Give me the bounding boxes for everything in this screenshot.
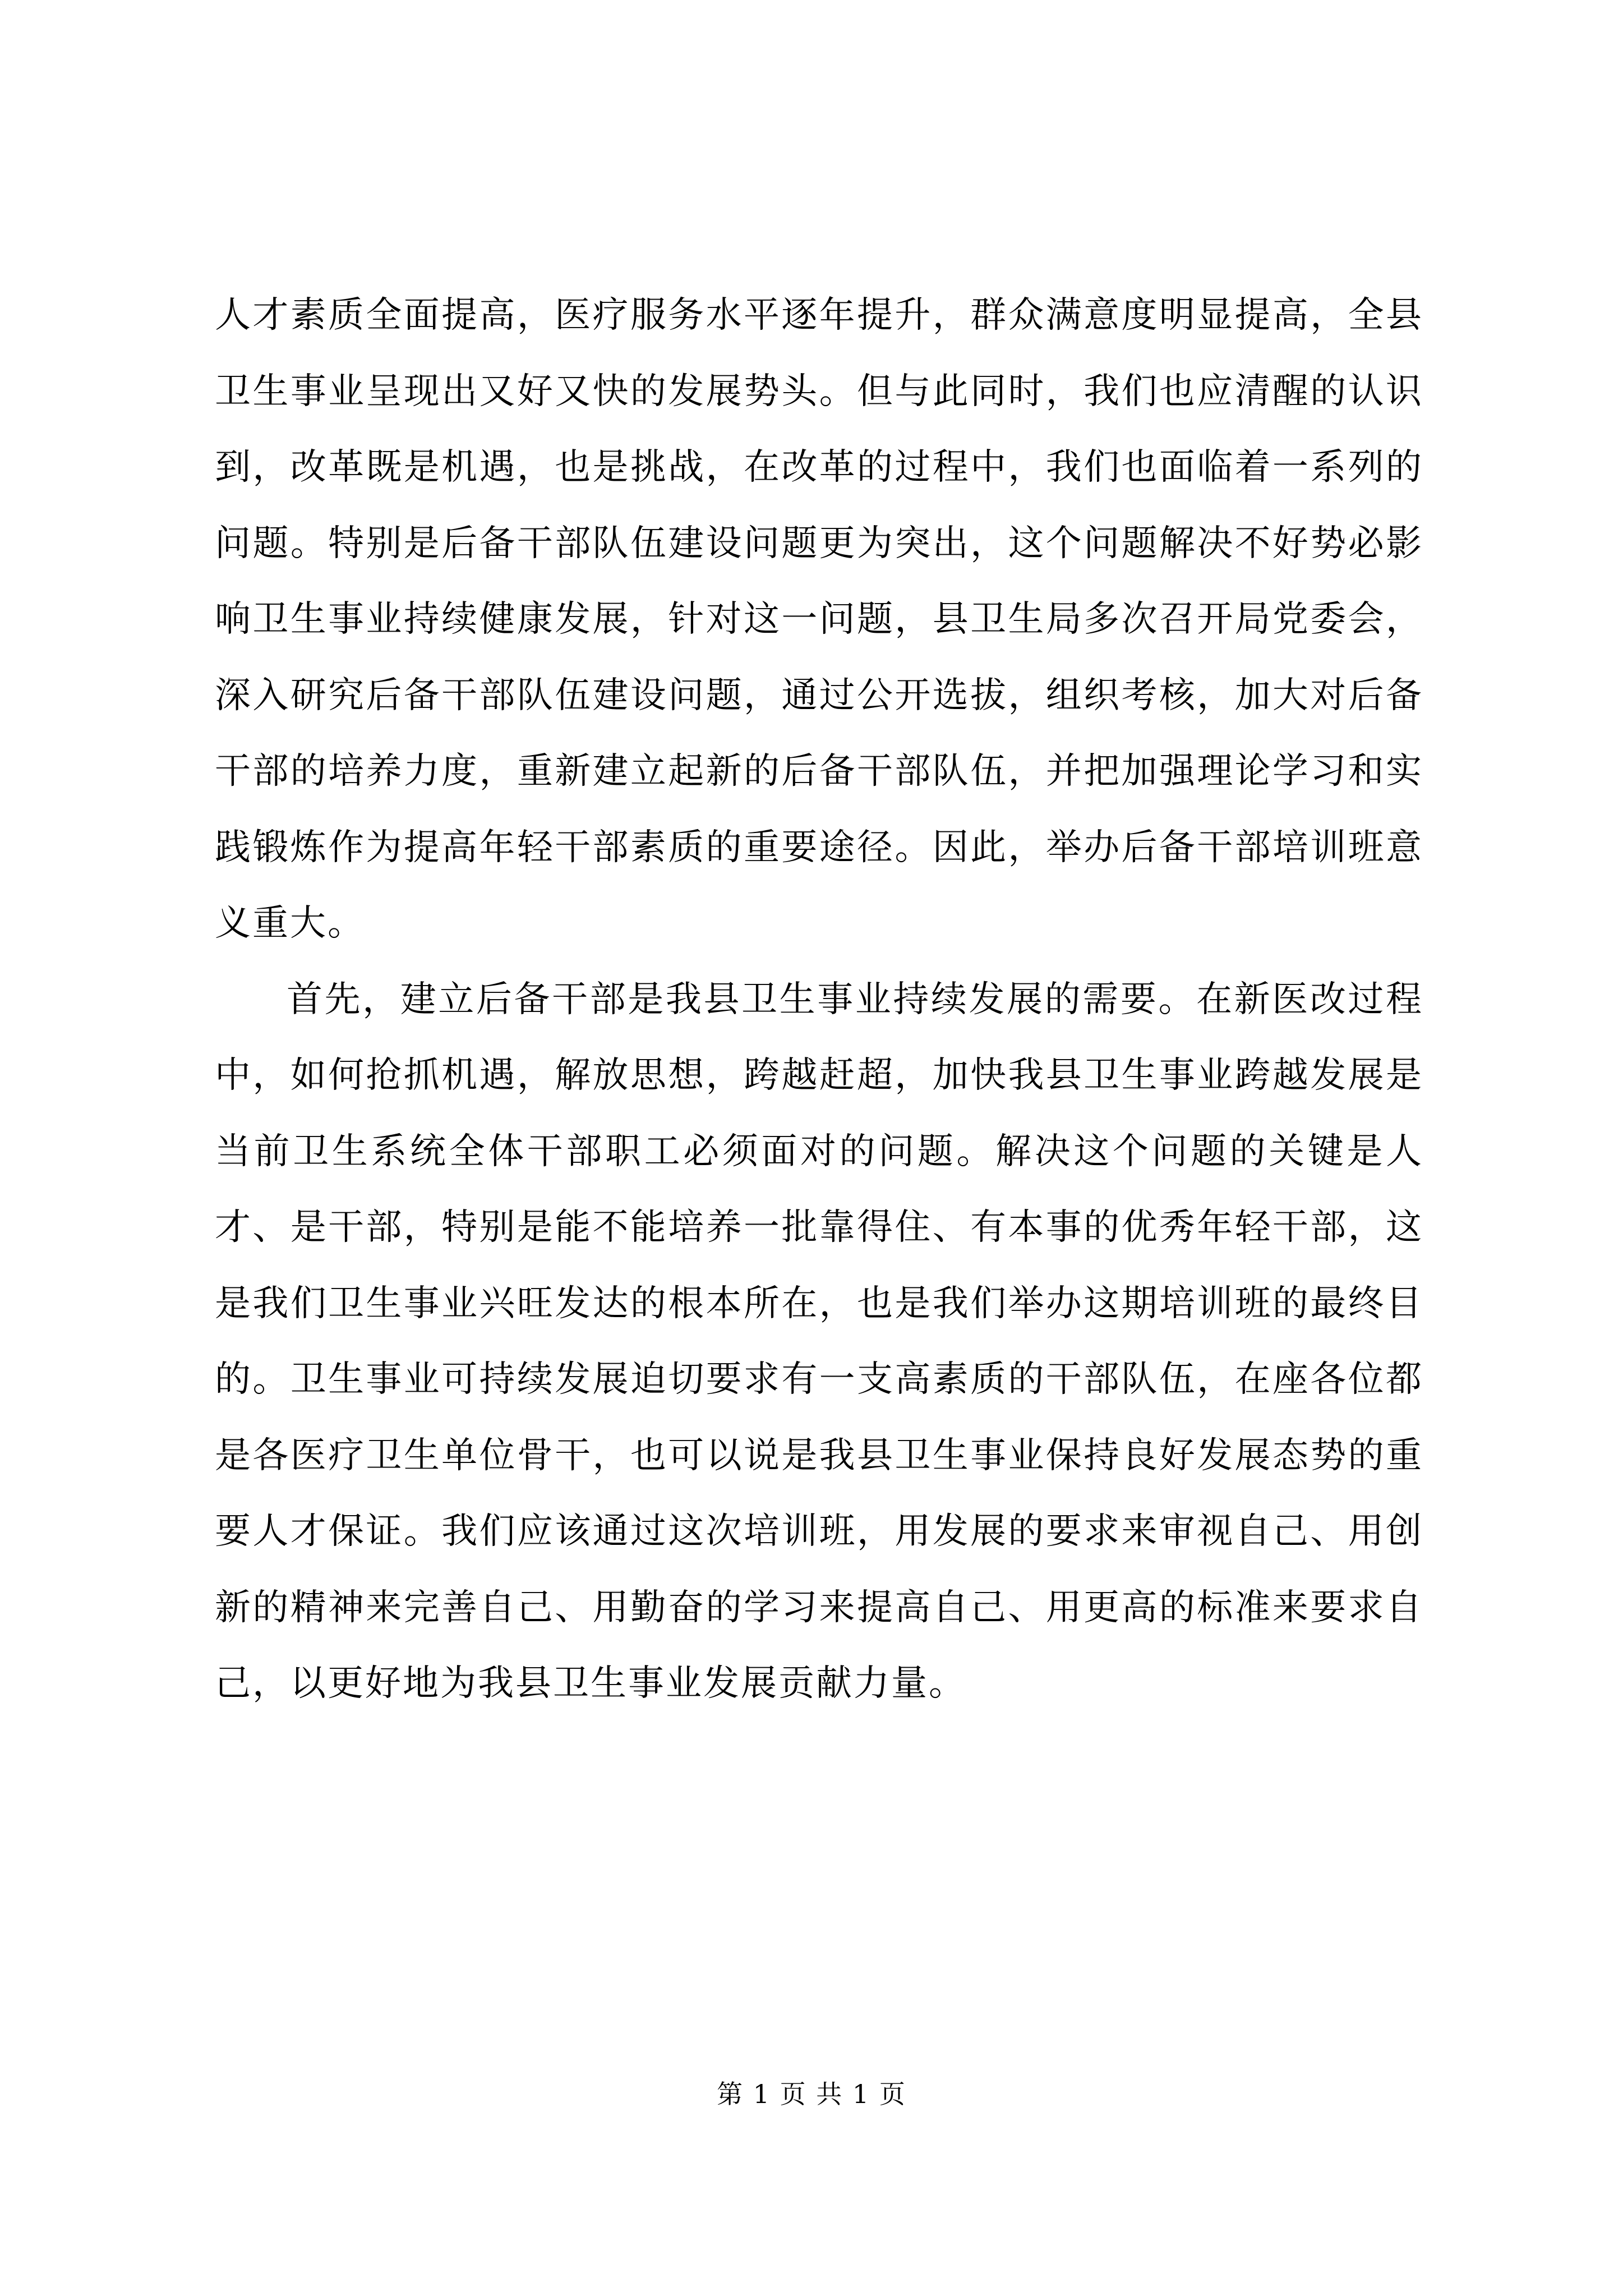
- document-body: [215, 278, 1423, 1722]
- paragraph-1: 人才素质全面提高，医疗服务水平逐年提升，群众满意度明显提高，全县卫生事业呈现出又好又快的发展势头。但与此同时，我们也应清醒的认识到，改革既是机遇，也是挑战，在改革的过程中，我们也面临着一系列的问题。特别是后备干部队伍建设问题更为突出，这个问题解决不好势必影响卫生事业持续健康发展，针对这一问题，县卫生局多次召开局党委会，深入研究后备干部队伍建设问题，通过公开选拔，组织考核，加大对后备干部的培养力度，重新建立起新的后备干部队伍，并把加强理论学习和实践锻炼作为提高年轻干部素质的重要途径。因此，举办后备干部培训班意义重大。: [215, 295, 1423, 944]
- paragraph-2: 首先，建立后备干部是我县卫生事业持续发展的需要。在新医改过程中，如何抢抓机遇，解放思想，跨越赶超，加快我县卫生事业跨越发展是当前卫生系统全体干部职工必须面对的问题。解决这个问题的关键是人才、是干部，特别是能不能培养一批靠得住、有本事的优秀年轻干部，这是我们卫生事业兴旺发达的根本所在，也是我们举办这期培训班的最终目的。卫生事业可持续发展迫切要求有一支高素质的干部队伍，在座各位都是各医疗卫生单位骨干，也可以说是我县卫生事业保持良好发展态势的重要人才保证。我们应该通过这次培训班，用发展的要求来审视自己、用创新的精神来完善自己、用勤奋的学习来提高自己、用更高的标准来要求自己，以更好地为我县卫生事业发展贡献力量。: [215, 978, 1423, 1704]
- page-number: 第 1 页 共 1 页: [717, 2079, 906, 2109]
- page-footer: [0, 2077, 1623, 2111]
